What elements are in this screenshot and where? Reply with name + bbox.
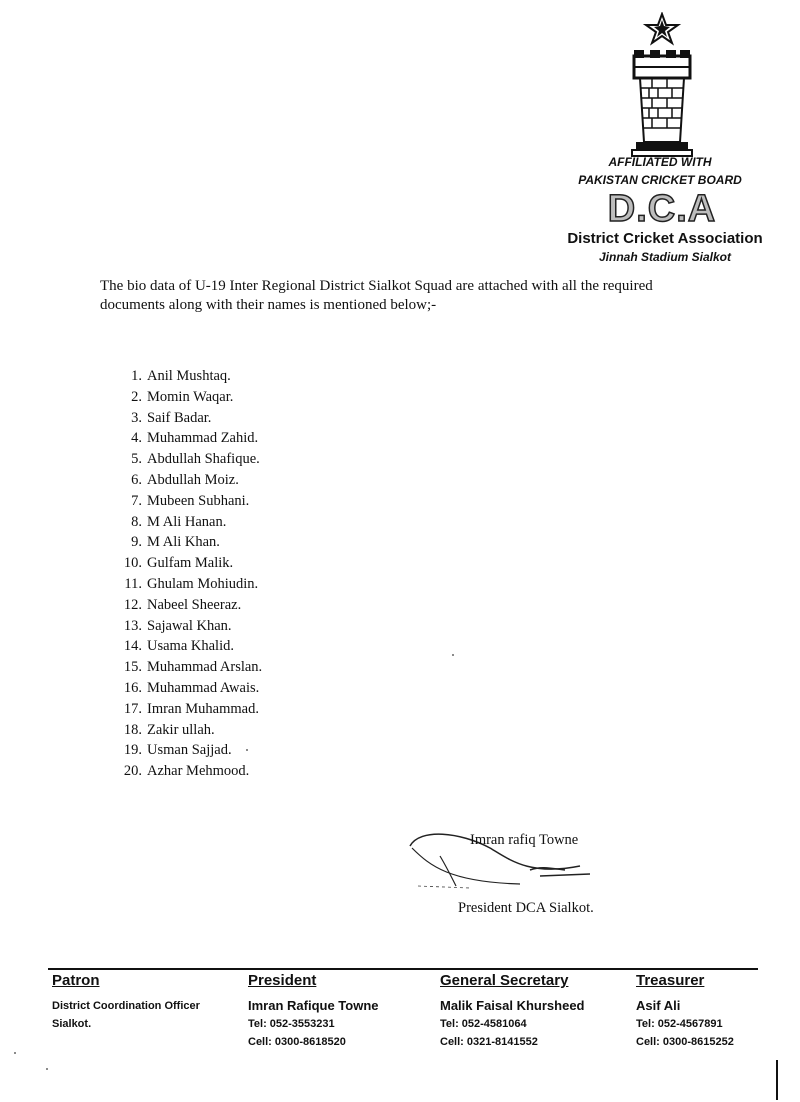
dca-emblem-text: D.C.A	[607, 188, 717, 226]
squad-item-number: 10.	[123, 555, 142, 572]
squad-item-number: 8.	[131, 513, 142, 530]
squad-list-item	[112, 740, 262, 761]
squad-list-item	[112, 657, 262, 678]
squad-item-number: 18.	[123, 721, 142, 738]
patron-line-1: District Coordination Officer	[52, 1000, 200, 1012]
squad-item-number: 14.	[123, 638, 142, 655]
squad-list-item	[112, 678, 262, 699]
patron-line-2: Sialkot.	[52, 1018, 92, 1030]
general-secretary-name: Malik Faisal Khursheed	[440, 998, 585, 1013]
association-name: District Cricket Association	[567, 230, 763, 247]
treasurer-heading: Treasurer	[636, 972, 705, 989]
squad-item-name: M Ali Hanan.	[147, 513, 227, 530]
patron-heading: Patron	[52, 972, 100, 989]
signer-name: Imran rafiq Towne	[470, 832, 579, 848]
general-secretary-tel: Tel: 052-4581064	[440, 1018, 527, 1030]
squad-list-item	[112, 720, 262, 741]
association-location: Jinnah Stadium Sialkot	[598, 250, 732, 264]
fort-tower-star-icon	[622, 12, 702, 160]
footer-divider	[48, 968, 758, 970]
squad-list-item	[112, 428, 262, 449]
squad-item-number: 4.	[131, 430, 142, 447]
signer-title: President DCA Sialkot.	[458, 900, 594, 916]
squad-item-name: Usman Sajjad.	[147, 742, 232, 759]
squad-item-name: Nabeel Sheeraz.	[147, 596, 242, 613]
footer-president	[248, 972, 379, 1051]
squad-item-number: 7.	[131, 492, 142, 509]
squad-item-name: Muhammad Zahid.	[147, 430, 259, 447]
squad-item-number: 3.	[131, 409, 142, 426]
footer-general-secretary	[440, 972, 585, 1051]
president-cell: Cell: 0300-8618520	[248, 1036, 346, 1048]
squad-item-name: Usama Khalid.	[147, 638, 234, 655]
squad-item-number: 17.	[123, 700, 142, 717]
squad-item-name: Muhammad Arslan.	[147, 659, 263, 676]
squad-list-item	[112, 532, 262, 553]
squad-item-name: Sajawal Khan.	[147, 617, 232, 634]
squad-item-number: 5.	[131, 451, 142, 468]
squad-item-name: Mubeen Subhani.	[147, 492, 250, 509]
squad-list-item	[112, 636, 262, 657]
squad-item-name: Momin Waqar.	[147, 388, 234, 405]
president-heading: President	[248, 972, 317, 989]
squad-item-number: 16.	[123, 679, 142, 696]
squad-list-item	[112, 387, 262, 408]
scan-speck	[452, 654, 454, 656]
squad-item-name: Zakir ullah.	[147, 721, 215, 738]
squad-item-number: 19.	[123, 742, 142, 759]
squad-item-number: 9.	[131, 534, 142, 551]
intro-paragraph: The bio data of U-19 Inter Regional District Sialkot Squad are attached with all the required documents along with their names is mentioned below;-	[100, 278, 653, 313]
squad-item-number: 11.	[124, 575, 142, 592]
squad-list-item	[112, 553, 262, 574]
squad-item-number: 20.	[123, 763, 142, 780]
general-secretary-heading: General Secretary	[440, 972, 569, 989]
squad-item-name: Saif Badar.	[147, 409, 212, 426]
affiliation-line-2: PAKISTAN CRICKET BOARD	[578, 173, 742, 187]
squad-list-item	[112, 574, 262, 595]
president-tel: Tel: 052-3553231	[248, 1018, 335, 1030]
squad-item-number: 2.	[131, 388, 142, 405]
squad-item-name: Gulfam Malik.	[147, 555, 234, 572]
squad-item-name: Imran Muhammad.	[147, 700, 259, 717]
squad-item-number: 6.	[131, 471, 142, 488]
affiliation-line-1: AFFILIATED WITH	[608, 155, 712, 169]
squad-list-item	[112, 595, 262, 616]
squad-item-number: 12.	[123, 596, 142, 613]
squad-item-number: 1.	[131, 368, 142, 384]
footer-treasurer	[636, 972, 734, 1051]
squad-list	[112, 366, 262, 782]
scan-speck	[46, 1068, 48, 1070]
dca-emblem	[600, 188, 724, 226]
squad-item-name: Azhar Mehmood.	[147, 763, 250, 780]
general-secretary-cell: Cell: 0321-8141552	[440, 1036, 538, 1048]
scan-edge-mark	[776, 1060, 778, 1100]
president-name: Imran Rafique Towne	[248, 998, 379, 1013]
squad-item-name: M Ali Khan.	[147, 534, 220, 551]
squad-list-item	[112, 699, 262, 720]
squad-list-item	[112, 616, 262, 637]
squad-list-item	[112, 512, 262, 533]
treasurer-tel: Tel: 052-4567891	[636, 1018, 723, 1030]
squad-list-item	[112, 761, 262, 782]
squad-item-name: Ghulam Mohiudin.	[147, 575, 259, 592]
squad-item-name: Abdullah Shafique.	[147, 451, 260, 468]
squad-list-item	[112, 449, 262, 470]
squad-item-name: Anil Mushtaq.	[147, 368, 231, 384]
squad-item-number: 13.	[123, 617, 142, 634]
treasurer-name: Asif Ali	[636, 998, 681, 1013]
treasurer-cell: Cell: 0300-8615252	[636, 1036, 734, 1048]
squad-list-item	[112, 491, 262, 512]
squad-list-item	[112, 366, 262, 387]
scan-speck	[14, 1052, 16, 1054]
squad-item-name: Muhammad Awais.	[147, 679, 260, 696]
scan-speck	[246, 749, 248, 751]
squad-item-name: Abdullah Moiz.	[147, 471, 239, 488]
squad-list-item	[112, 470, 262, 491]
squad-item-number: 15.	[123, 659, 142, 676]
squad-list-item	[112, 408, 262, 429]
footer-patron	[52, 972, 200, 1033]
